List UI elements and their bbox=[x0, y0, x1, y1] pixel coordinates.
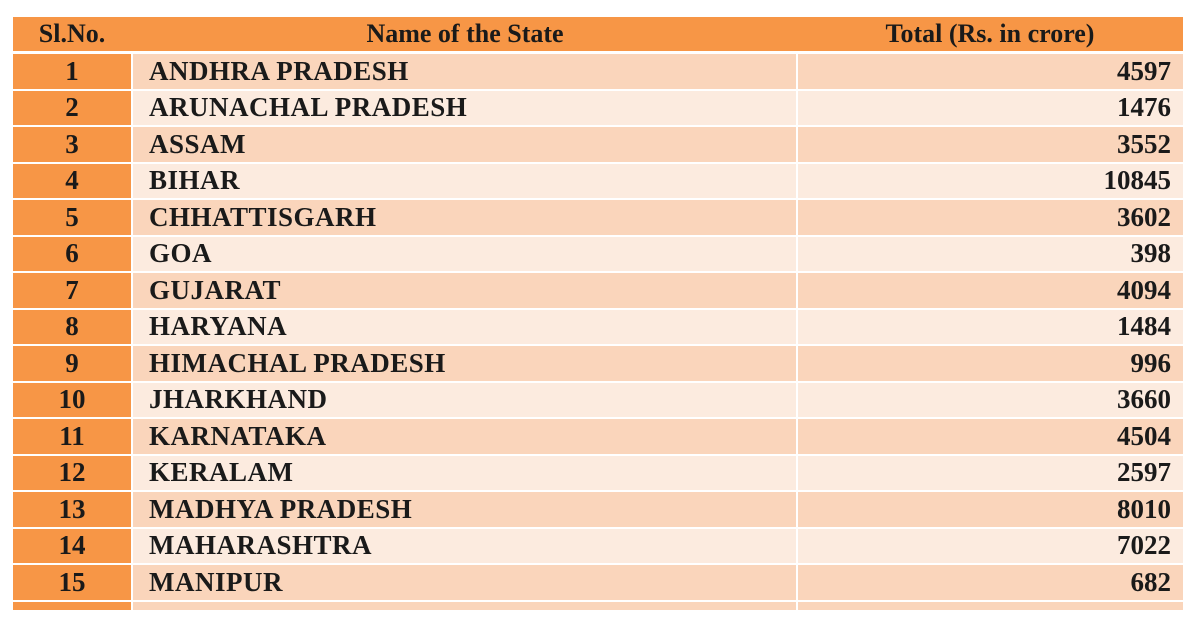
cell-state-name: KERALAM bbox=[132, 455, 797, 492]
cell-total: 682 bbox=[797, 564, 1183, 601]
cell-total: 3602 bbox=[797, 199, 1183, 236]
header-state-name: Name of the State bbox=[132, 17, 797, 53]
cell-total: 996 bbox=[797, 345, 1183, 382]
cell-sl-no: 5 bbox=[13, 199, 132, 236]
table-row bbox=[13, 53, 1183, 90]
table-header-row bbox=[13, 17, 1183, 53]
cell-total: 1484 bbox=[797, 309, 1183, 346]
cell-state-name: JHARKHAND bbox=[132, 382, 797, 419]
cell-sl-no: 4 bbox=[13, 163, 132, 200]
table-row bbox=[13, 418, 1183, 455]
cell-total: 3552 bbox=[797, 126, 1183, 163]
cell-sl-no: 6 bbox=[13, 236, 132, 273]
cell-total: 8010 bbox=[797, 491, 1183, 528]
cell-state-name: MAHARASHTRA bbox=[132, 528, 797, 565]
cell-total: 4504 bbox=[797, 418, 1183, 455]
table-row-cut-off bbox=[13, 601, 1183, 610]
cell-total: 2597 bbox=[797, 455, 1183, 492]
header-sl-no: Sl.No. bbox=[13, 17, 132, 53]
table-row bbox=[13, 528, 1183, 565]
cell-sl-no: 1 bbox=[13, 53, 132, 90]
cell-total: 4094 bbox=[797, 272, 1183, 309]
cell-total: 7022 bbox=[797, 528, 1183, 565]
table-row bbox=[13, 309, 1183, 346]
cell-sl-no: 3 bbox=[13, 126, 132, 163]
cell-sl-no: 14 bbox=[13, 528, 132, 565]
header-total: Total (Rs. in crore) bbox=[797, 17, 1183, 53]
table-row bbox=[13, 382, 1183, 419]
cell-sl-no: 10 bbox=[13, 382, 132, 419]
table-row bbox=[13, 90, 1183, 127]
cell-total: 4597 bbox=[797, 53, 1183, 90]
table-row bbox=[13, 272, 1183, 309]
table-row bbox=[13, 163, 1183, 200]
cell-state-name: ARUNACHAL PRADESH bbox=[132, 90, 797, 127]
cell-state-name: ASSAM bbox=[132, 126, 797, 163]
cell-total: 1476 bbox=[797, 90, 1183, 127]
cell-sl-no: 2 bbox=[13, 90, 132, 127]
table-row bbox=[13, 455, 1183, 492]
table-row bbox=[13, 236, 1183, 273]
cell-total: 398 bbox=[797, 236, 1183, 273]
cell-total: 3660 bbox=[797, 382, 1183, 419]
cell-total: 10845 bbox=[797, 163, 1183, 200]
state-allocation-table bbox=[13, 17, 1183, 610]
cell-sl-no: 8 bbox=[13, 309, 132, 346]
cell-state-name: ANDHRA PRADESH bbox=[132, 53, 797, 90]
cell-state-name: GOA bbox=[132, 236, 797, 273]
cell-sl-no: 9 bbox=[13, 345, 132, 382]
table-row bbox=[13, 126, 1183, 163]
cell-sl-no: 13 bbox=[13, 491, 132, 528]
cell-sl-no: 12 bbox=[13, 455, 132, 492]
state-allocation-table-container bbox=[13, 17, 1183, 610]
cell-state-name-cut-off bbox=[132, 601, 797, 610]
cell-total-cut-off bbox=[797, 601, 1183, 610]
cell-state-name: MADHYA PRADESH bbox=[132, 491, 797, 528]
cell-sl-no-cut-off bbox=[13, 601, 132, 610]
table-row bbox=[13, 345, 1183, 382]
cell-state-name: HIMACHAL PRADESH bbox=[132, 345, 797, 382]
table-body bbox=[13, 53, 1183, 610]
cell-state-name: MANIPUR bbox=[132, 564, 797, 601]
cell-sl-no: 15 bbox=[13, 564, 132, 601]
cell-state-name: BIHAR bbox=[132, 163, 797, 200]
table-row bbox=[13, 199, 1183, 236]
cell-state-name: GUJARAT bbox=[132, 272, 797, 309]
table-row bbox=[13, 564, 1183, 601]
cell-sl-no: 7 bbox=[13, 272, 132, 309]
table-row bbox=[13, 491, 1183, 528]
cell-state-name: HARYANA bbox=[132, 309, 797, 346]
cell-state-name: KARNATAKA bbox=[132, 418, 797, 455]
cell-sl-no: 11 bbox=[13, 418, 132, 455]
cell-state-name: CHHATTISGARH bbox=[132, 199, 797, 236]
